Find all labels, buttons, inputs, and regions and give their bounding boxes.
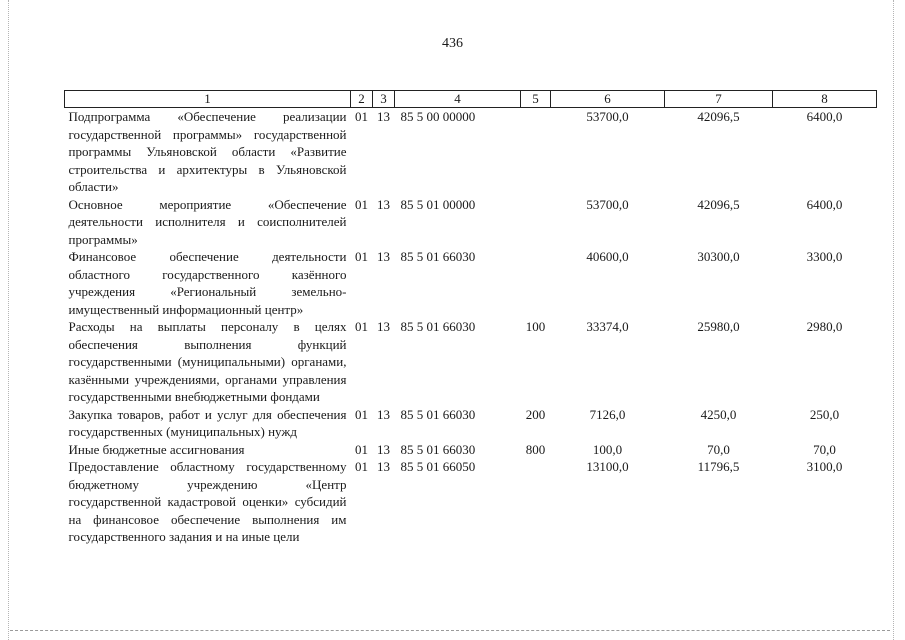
expense-type-code: 200 [525, 406, 546, 422]
section-code: 01 [355, 196, 368, 212]
scan-edge-left [8, 0, 9, 640]
subsection-code: 13 [377, 109, 390, 124]
amount-col-8: 6400,0 [806, 196, 843, 212]
table-row [65, 441, 877, 459]
amount-col-6: 7126,0 [589, 406, 626, 422]
subsection-code: 13 [377, 459, 390, 474]
subsection-code: 13 [377, 196, 390, 212]
amount-col-6: 100,0 [592, 441, 623, 457]
amount-col-7: 25980,0 [697, 319, 740, 334]
budget-table [64, 90, 877, 546]
amount-col-8: 2980,0 [806, 319, 843, 334]
column-header-2: 2 [351, 91, 373, 108]
column-header-4: 4 [395, 91, 521, 108]
expense-type-code [521, 248, 551, 318]
amount-col-6: 53700,0 [586, 109, 629, 124]
page-number: 436 [442, 36, 463, 51]
target-article-code: 85 5 01 66030 [400, 406, 476, 422]
target-article-code: 85 5 01 66050 [400, 459, 476, 474]
table-row [65, 196, 877, 249]
subsection-code: 13 [377, 441, 390, 457]
amount-col-6: 53700,0 [586, 196, 629, 212]
scan-artifact-line [10, 630, 890, 631]
target-article-code: 85 5 01 66030 [400, 249, 476, 264]
amount-col-7: 42096,5 [697, 109, 740, 124]
row-name: Закупка товаров, работ и услуг для обеспечения государственных (муниципальных) нужд [68, 406, 347, 439]
row-name: Иные бюджетные ассигнования [68, 441, 245, 457]
amount-col-8: 250,0 [809, 406, 840, 422]
target-article-code: 85 5 01 00000 [400, 196, 476, 212]
column-header-5: 5 [521, 91, 551, 108]
expense-type-code: 100 [525, 319, 546, 334]
amount-col-7: 30300,0 [697, 249, 740, 264]
column-header-8: 8 [773, 91, 877, 108]
row-name: Основное мероприятие «Обеспечение деятельности исполнителя и соисполнителей программы» [68, 196, 347, 247]
row-name: Подпрограмма «Обеспечение реализации государственной программы» государственной программы Ульяновской области «Развитие строительства и архитектуры в Ульяновской области» [68, 109, 347, 194]
expense-type-code: 800 [525, 441, 546, 457]
amount-col-6: 33374,0 [586, 319, 629, 334]
row-name: Финансовое обеспечение деятельности областного государственного казённого учреждения «Региональный земельно-имущественный информационный центр» [68, 249, 347, 317]
amount-col-7: 4250,0 [700, 406, 737, 422]
amount-col-7: 42096,5 [697, 196, 740, 212]
row-name: Расходы на выплаты персоналу в целях обеспечения выполнения функций государственными (муниципальными) органами, казёнными учреждениями, органами управления государственными внебюджетными фондами [68, 319, 347, 404]
section-code: 01 [355, 459, 368, 474]
table-row [65, 458, 877, 546]
row-name: Предоставление областному государственному бюджетному учреждению «Центр государственной кадастровой оценки» субсидий на финансовое обеспечение выполнения им государственного задания и на иные цели [68, 459, 347, 544]
target-article-code: 85 5 01 66030 [400, 319, 476, 334]
amount-col-8: 6400,0 [806, 109, 843, 124]
subsection-code: 13 [377, 319, 390, 334]
amount-col-8: 70,0 [813, 441, 836, 457]
column-header-3: 3 [373, 91, 395, 108]
amount-col-6: 13100,0 [586, 459, 629, 474]
table-row [65, 108, 877, 196]
amount-col-6: 40600,0 [586, 249, 629, 264]
amount-col-7: 11796,5 [697, 459, 740, 474]
column-header-7: 7 [665, 91, 773, 108]
expense-type-code [521, 458, 551, 546]
expense-type-code [521, 108, 551, 196]
subsection-code: 13 [377, 249, 390, 264]
section-code: 01 [355, 406, 368, 422]
table-row [65, 406, 877, 441]
table-row [65, 318, 877, 406]
subsection-code: 13 [377, 406, 390, 422]
amount-col-8: 3100,0 [806, 459, 843, 474]
scan-edge-right [893, 0, 894, 640]
amount-col-8: 3300,0 [806, 249, 843, 264]
target-article-code: 85 5 00 00000 [400, 109, 476, 124]
column-header-1: 1 [65, 91, 351, 108]
section-code: 01 [355, 109, 368, 124]
table-row [65, 248, 877, 318]
section-code: 01 [355, 249, 368, 264]
header-row [65, 91, 877, 108]
target-article-code: 85 5 01 66030 [400, 441, 476, 457]
section-code: 01 [355, 319, 368, 334]
section-code: 01 [355, 441, 368, 457]
column-header-6: 6 [551, 91, 665, 108]
expense-type-code [521, 196, 551, 249]
amount-col-7: 70,0 [707, 441, 730, 457]
